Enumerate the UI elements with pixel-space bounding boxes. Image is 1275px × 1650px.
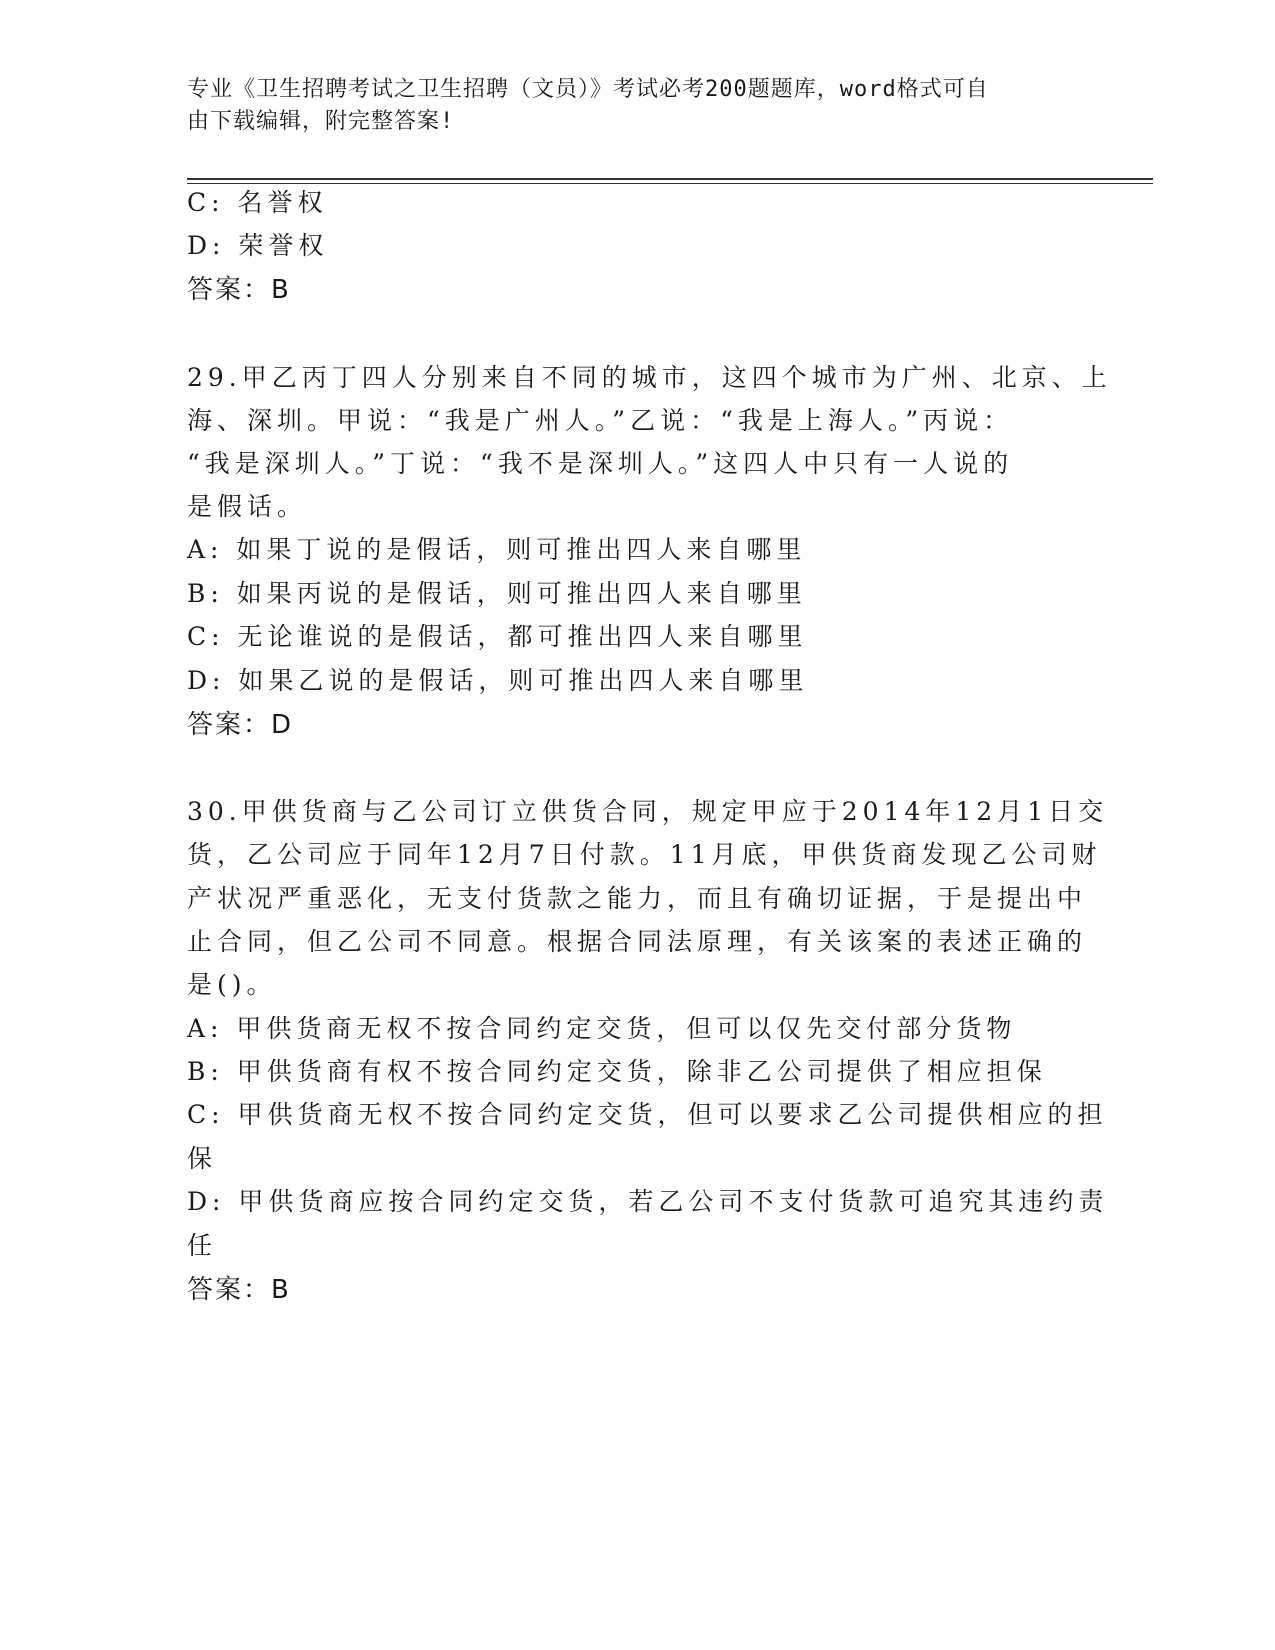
- q30-stem-line: 产状况严重恶化，无支付货款之能力，而且有确切证据，于是提出中: [187, 884, 1088, 913]
- q30-option-b: B: 甲供货商有权不按合同约定交货，除非乙公司提供了相应担保: [187, 1057, 1047, 1086]
- q30-stem-line: 30.甲供货商与乙公司订立供货合同，规定甲应于2014年12月1日交: [187, 797, 1109, 826]
- prev-option-c: C: 名誉权: [187, 188, 328, 217]
- q30-answer: 答案：B: [187, 1275, 291, 1305]
- q30-option-a: A: 甲供货商无权不按合同约定交货，但可以仅先交付部分货物: [187, 1014, 1017, 1043]
- q30-option-c-cont: 保: [187, 1144, 218, 1173]
- header-line-1: 专业《卫生招聘考试之卫生招聘（文员）》考试必考200题题库，word格式可自: [187, 77, 989, 102]
- q29-option-b: B: 如果丙说的是假话，则可推出四人来自哪里: [187, 579, 807, 608]
- header-line-2: 由下载编辑，附完整答案!: [187, 109, 455, 134]
- q29-option-d: D: 如果乙说的是假话，则可推出四人来自哪里: [187, 666, 809, 695]
- q29-stem-line: 海、深圳。甲说：“我是广州人。”乙说：“我是上海人。”丙说：: [187, 406, 1014, 435]
- prev-answer: 答案：B: [187, 275, 291, 305]
- q30-option-d: D: 甲供货商应按合同约定交货，若乙公司不支付货款可追究其违约责: [187, 1187, 1109, 1216]
- prev-option-d: D: 荣誉权: [187, 231, 329, 260]
- q29-stem-line: 29.甲乙丙丁四人分别来自不同的城市，这四个城市为广州、北京、上: [187, 363, 1112, 392]
- q30-stem-line: 止合同，但乙公司不同意。根据合同法原理，有关该案的表述正确的: [187, 927, 1088, 956]
- q29-option-a: A: 如果丁说的是假话，则可推出四人来自哪里: [187, 535, 807, 564]
- header-divider-thin: [187, 183, 1153, 184]
- document-header: [187, 74, 1067, 138]
- q29-option-c: C: 无论谁说的是假话，都可推出四人来自哪里: [187, 622, 808, 651]
- q30-option-d-cont: 任: [187, 1231, 218, 1260]
- q29-answer: 答案：D: [187, 710, 294, 740]
- q30-stem-line: 是()。: [187, 970, 277, 999]
- q30-option-c: C: 甲供货商无权不按合同约定交货，但可以要求乙公司提供相应的担: [187, 1100, 1108, 1129]
- q29-stem-line: “我是深圳人。”丁说：“我不是深圳人。”这四人中只有一人说的: [187, 449, 1014, 478]
- q29-stem-line: 是假话。: [187, 492, 308, 521]
- q30-stem-line: 货，乙公司应于同年12月7日付款。11月底，甲供货商发现乙公司财: [187, 840, 1102, 869]
- header-divider-thick: [187, 178, 1153, 180]
